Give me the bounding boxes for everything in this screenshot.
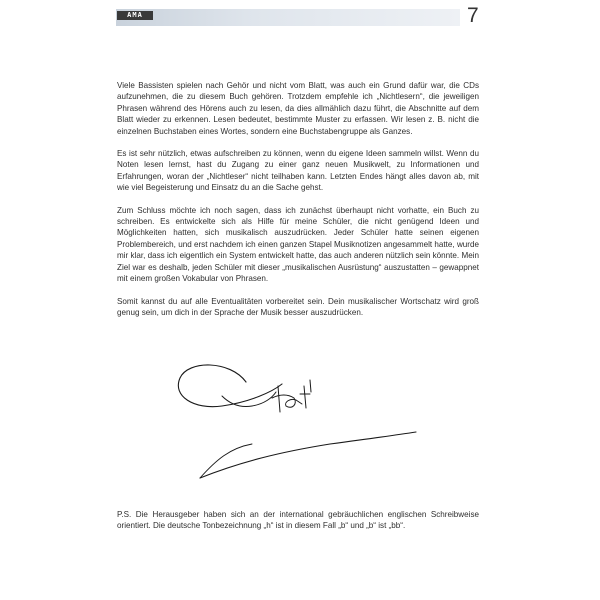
signature-swoosh: [200, 432, 416, 478]
postscript-note: P.S. Die Herausgeber haben sich an der international gebräuchlichen englischen Schreibweise orientiert. Die deutsche Tonbezeichnung „h“ ist in diesem Fall „b“ und „b“ ist „bb“.: [117, 510, 479, 531]
page-number: 7: [467, 4, 479, 27]
publisher-logo: AMA: [117, 11, 153, 20]
signature-accent: [310, 380, 311, 392]
handwritten-signature: [160, 352, 420, 488]
paragraph: Zum Schluss möchte ich noch sagen, dass ich zunächst überhaupt nicht vorhatte, ein Buch zu schreiben. Es entwickelte sich als Hilfe für meine Schüler, die nicht genügend Ideen und Möglichkeiten hatten, sich musikalisch auszudrücken. Jeder Schüler hatte seinen eigenen Problembereich, und erst nachdem ich einen ganzen Stapel Musiknotizen angesammelt hatte, wurde mir klar, dass ich eigentlich ein System entwickelt hatte, das auch anderen nützlich sein könnte. Mein Ziel war es deshalb, jeden Schüler mit dieser „musikalischen Ausrüstung“ auszustatten – gewappnet mit einem großen Vokabular von Phrasen.: [117, 205, 479, 284]
signature-flourish: [200, 444, 252, 478]
main-text: [117, 80, 479, 329]
paragraph: Es ist sehr nützlich, etwas aufschreiben zu können, wenn du eigene Ideen sammeln willst. Wenn du Noten lesen lernst, hast du Zugang zu einer ganz neuen Musikwelt, zu Informationen und Erfahrungen, woran der „Nichtleser“ nicht teilhaben kann. Letzten Endes hängt alles davon ab, mit wie viel Begeisterung und Einsatz du an die Sache gehst.: [117, 149, 479, 193]
signature-letters: [272, 386, 310, 412]
header-bar: [116, 9, 460, 26]
paragraph: Viele Bassisten spielen nach Gehör und nicht vom Blatt, was auch ein Grund dafür war, die CDs aufzunehmen, die zu diesem Buch gehören. Trotzdem empfehle ich „Nichtlesern“, die jeweiligen Phrasen während des Hörens auch zu lesen, da dies allmählich dazu führt, die Abschnitte auf dem Blatt wieder zu erkennen. Lesen bedeutet, bestimmte Muster zu erfassen. Wir lesen z. B. nicht die einzelnen Buchstaben eines Wortes, sondern eine Buchstabengruppe als Ganzes.: [117, 81, 479, 136]
paragraph: Somit kannst du auf alle Eventualitäten vorbereitet sein. Dein musikalischer Wortschatz wird groß genug sein, um dich in der Sprache der Musik besser auszudrücken.: [117, 296, 479, 317]
